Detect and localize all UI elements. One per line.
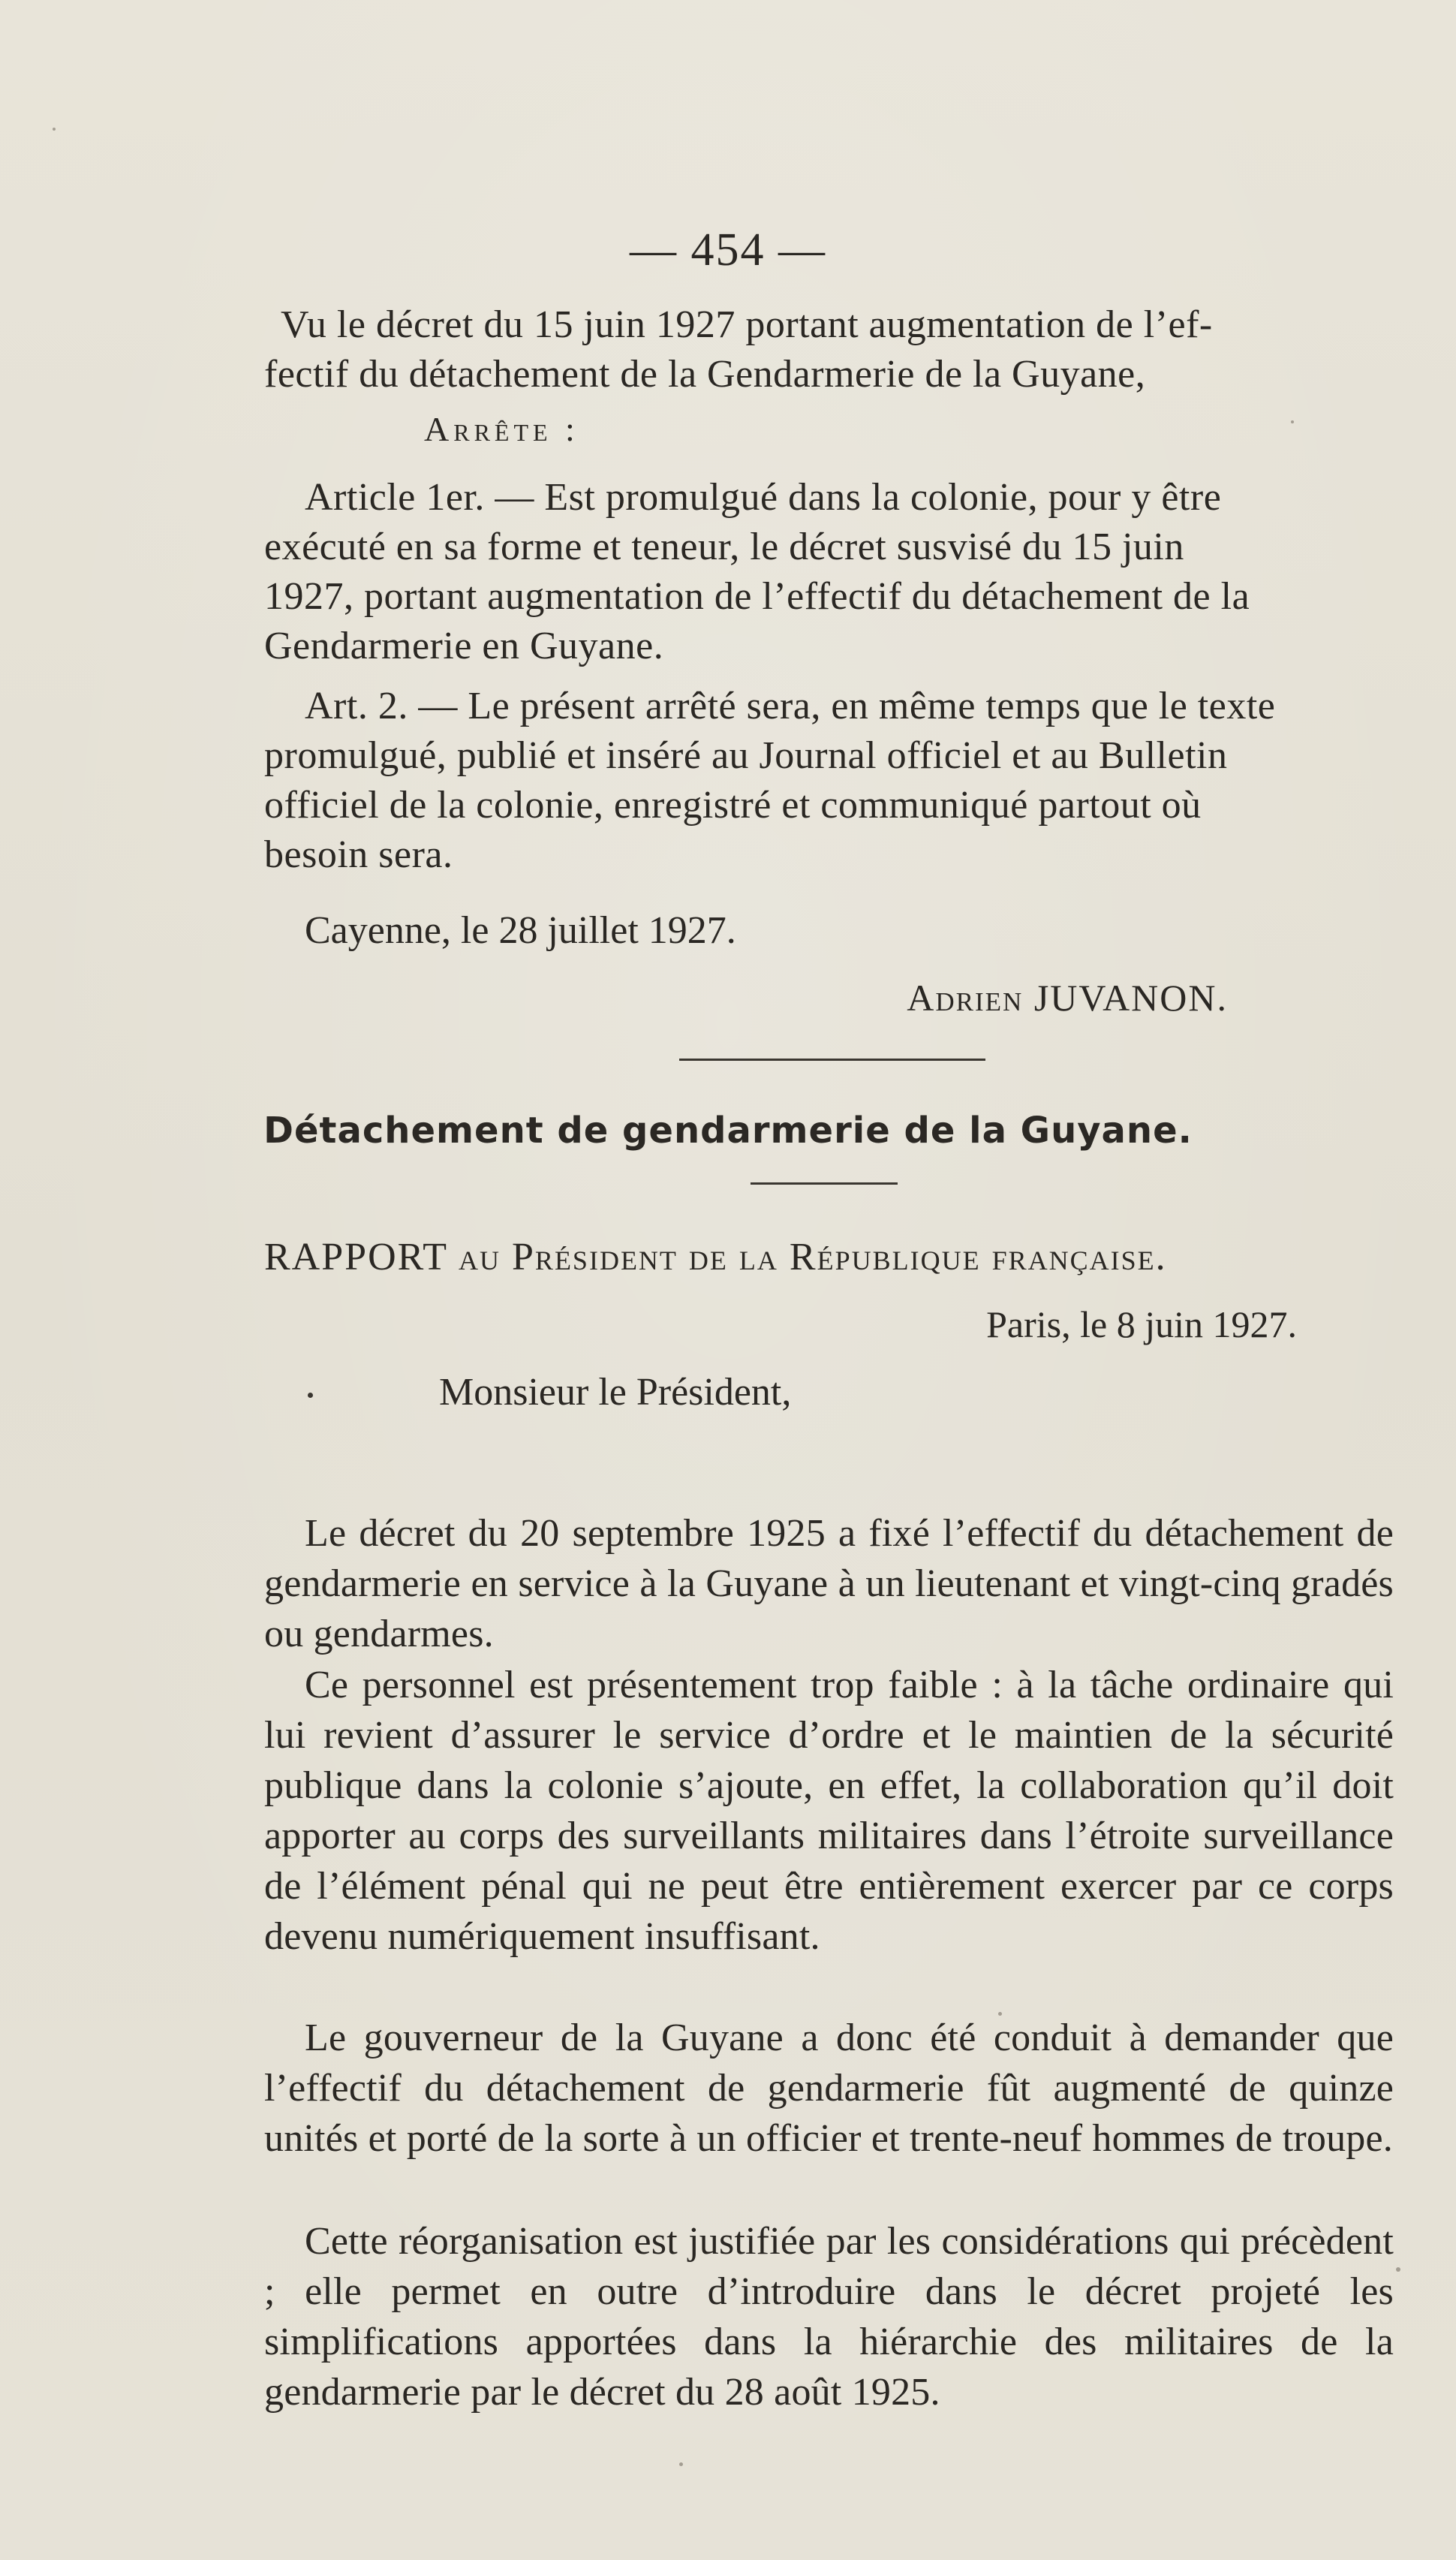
paragraph-2: Ce personnel est présentement trop faible : à la tâche ordinaire qui lui revient d’assurer le service d’ordre et le maintien de la sécurité publique dans la colonie s’ajoute, en effet, la collaboration qu’il doit apporter au corps des surveillants militaires dans l’étroite surveillance de l’élément pénal qui ne peut être entièrement exercer par ce corps devenu numériquement insuffisant. (264, 1664, 1394, 1958)
paragraph-1: Le décret du 20 septembre 1925 a fixé l’effectif du détachement de gendarmerie en service à la Guyane à un lieutenant et vingt-cinq gradés ou gendarmes. (264, 1512, 1394, 1655)
article-1-line-4: Gendarmerie en Guyane. (264, 625, 664, 667)
article-2-line-1: Art. 2. — Le présent arrêté sera, en même temps que le texte (305, 685, 1276, 727)
place-date: Cayenne, le 28 juillet 1927. (305, 909, 736, 952)
report-title: RAPPORT au Président de la République française. (264, 1236, 1167, 1278)
paper-speck (1396, 2267, 1400, 2272)
divider-rule (679, 1059, 985, 1061)
arrete-label: Arrête : (424, 410, 579, 448)
paragraph-4: Cette réorganisation est justifiée par les considérations qui précèdent ; elle permet en outre d’introduire dans le décret projeté les simplifications apportées dans la hiérarchie des militaires de la gendarmerie par le décret du 28 août 1925. (264, 2220, 1394, 2414)
article-1-line-2: exécuté en sa forme et teneur, le décret susvisé du 15 juin (264, 526, 1184, 568)
article-2-line-4: besoin sera. (264, 833, 453, 876)
page-number: — 454 — (630, 224, 826, 276)
report-date: Paris, le 8 juin 1927. (986, 1303, 1297, 1345)
article-1-line-3: 1927, portant augmentation de l’effectif du détachement de la (264, 575, 1250, 618)
paper-speck (1291, 420, 1294, 423)
divider-rule-short (751, 1182, 898, 1185)
paper-speck (53, 128, 56, 131)
paper-speck (679, 2462, 683, 2466)
stray-dot (308, 1393, 313, 1398)
paragraph-3: Le gouverneur de la Guyane a donc été conduit à demander que l’effectif du détachement de gendarmerie fût augmenté de quinze unités et porté de la sorte à un officier et trente-neuf hommes de troupe. (264, 2016, 1394, 2160)
article-1-line-1: Article 1er. — Est promulgué dans la colonie, pour y être (305, 476, 1222, 519)
signature: Adrien JUVANON. (907, 977, 1228, 1019)
preamble-line-1: Vu le décret du 15 juin 1927 portant augmentation de l’ef- (281, 303, 1213, 346)
article-2-line-3: officiel de la colonie, enregistré et communiqué partout où (264, 784, 1202, 827)
salutation: Monsieur le Président, (439, 1371, 792, 1414)
section-heading: Détachement de gendarmerie de la Guyane. (263, 1110, 1193, 1152)
preamble-line-2: fectif du détachement de la Gendarmerie de la Guyane, (264, 353, 1146, 396)
paper-speck (998, 2012, 1002, 2016)
article-2-line-2: promulgué, publié et inséré au Journal officiel et au Bulletin (264, 734, 1228, 777)
